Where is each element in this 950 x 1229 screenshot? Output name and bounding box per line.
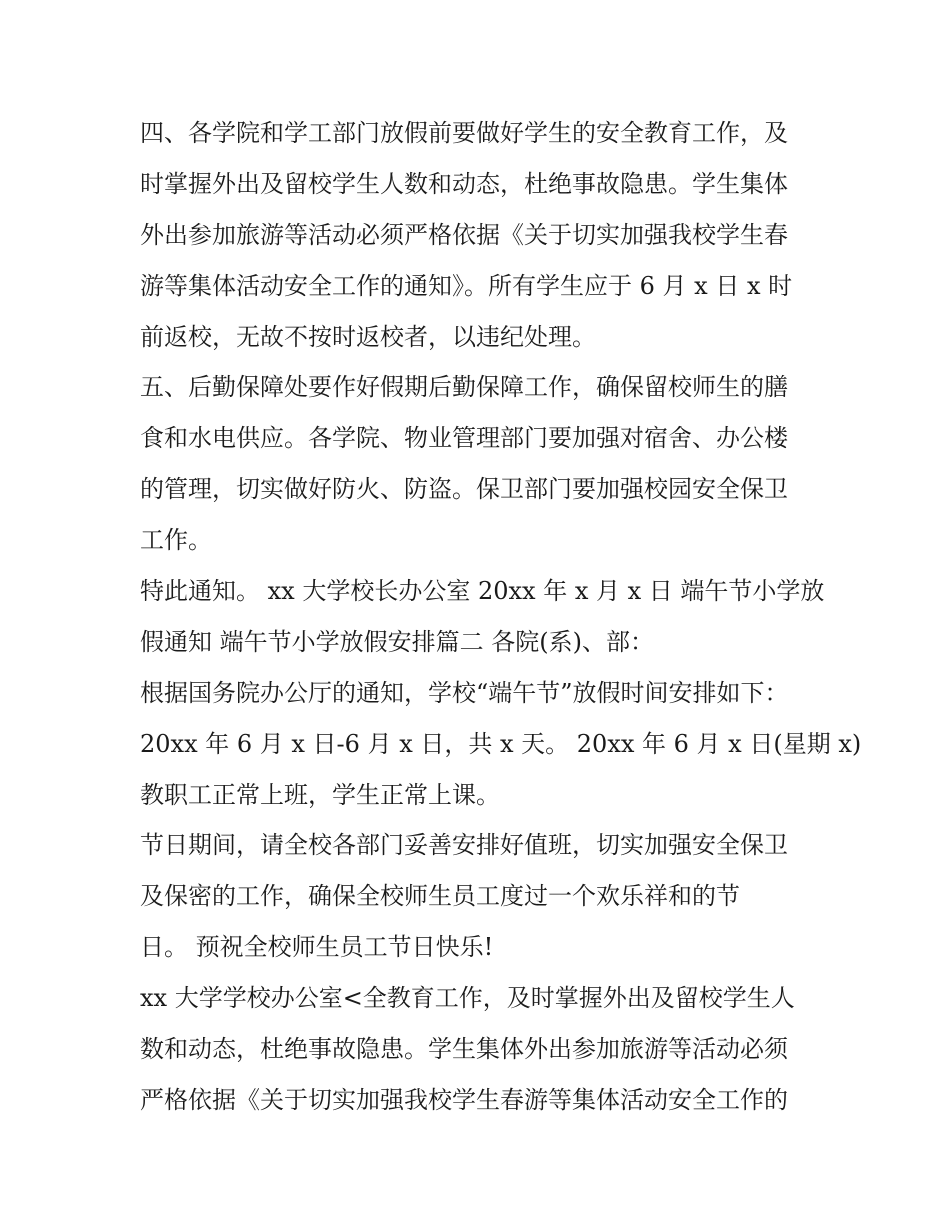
- text-line: 20xx 年 6 月 x 日-6 月 x 日，共 x 天。 20xx 年 6 月 x 日(星期 x): [140, 729, 862, 758]
- text-line: 工作。: [140, 526, 212, 555]
- text-line: 日。 预祝全校师生员工节日快乐!: [140, 933, 494, 962]
- text-line: 五、后勤保障处要作好假期后勤保障工作，确保留校师生的膳: [140, 373, 788, 402]
- text-line: 根据国务院办公厅的通知，学校“端午节”放假时间安排如下：: [140, 678, 789, 707]
- text-line: 教职工正常上班，学生正常上课。: [140, 780, 500, 809]
- text-line: 严格依据《关于切实加强我校学生春游等集体活动安全工作的: [140, 1085, 788, 1114]
- text-line: 四、各学院和学工部门放假前要做好学生的安全教育工作，及: [140, 119, 788, 147]
- text-line: 特此通知。 xx 大学校长办公室 20xx 年 x 月 x 日 端午节小学放: [140, 577, 825, 606]
- text-line: 数和动态，杜绝事故隐患。学生集体外出参加旅游等活动必须: [140, 1035, 788, 1064]
- text-line: 游等集体活动安全工作的通知》。所有学生应于 6 月 x 日 x 时: [140, 271, 793, 300]
- text-line: 食和水电供应。各学院、物业管理部门要加强对宿舍、办公楼: [140, 424, 788, 453]
- text-line: 的管理，切实做好防火、防盗。保卫部门要加强校园安全保卫: [140, 475, 788, 504]
- document-body: [140, 108, 862, 1126]
- text-line: 前返校，无故不按时返校者，以违纪处理。: [140, 322, 596, 351]
- text-line: 节日期间，请全校各部门妥善安排好值班，切实加强安全保卫: [140, 831, 788, 860]
- text-line: 假通知 端午节小学放假安排篇二 各院(系)、部：: [140, 627, 654, 656]
- text-line: xx 大学学校办公室<全教育工作，及时掌握外出及留校学生人: [140, 984, 795, 1013]
- text-line: 外出参加旅游等活动必须严格依据《关于切实加强我校学生春: [140, 220, 788, 249]
- text-line: 时掌握外出及留校学生人数和动态，杜绝事故隐患。学生集体: [140, 169, 788, 198]
- text-line: 及保密的工作，确保全校师生员工度过一个欢乐祥和的节: [140, 882, 740, 911]
